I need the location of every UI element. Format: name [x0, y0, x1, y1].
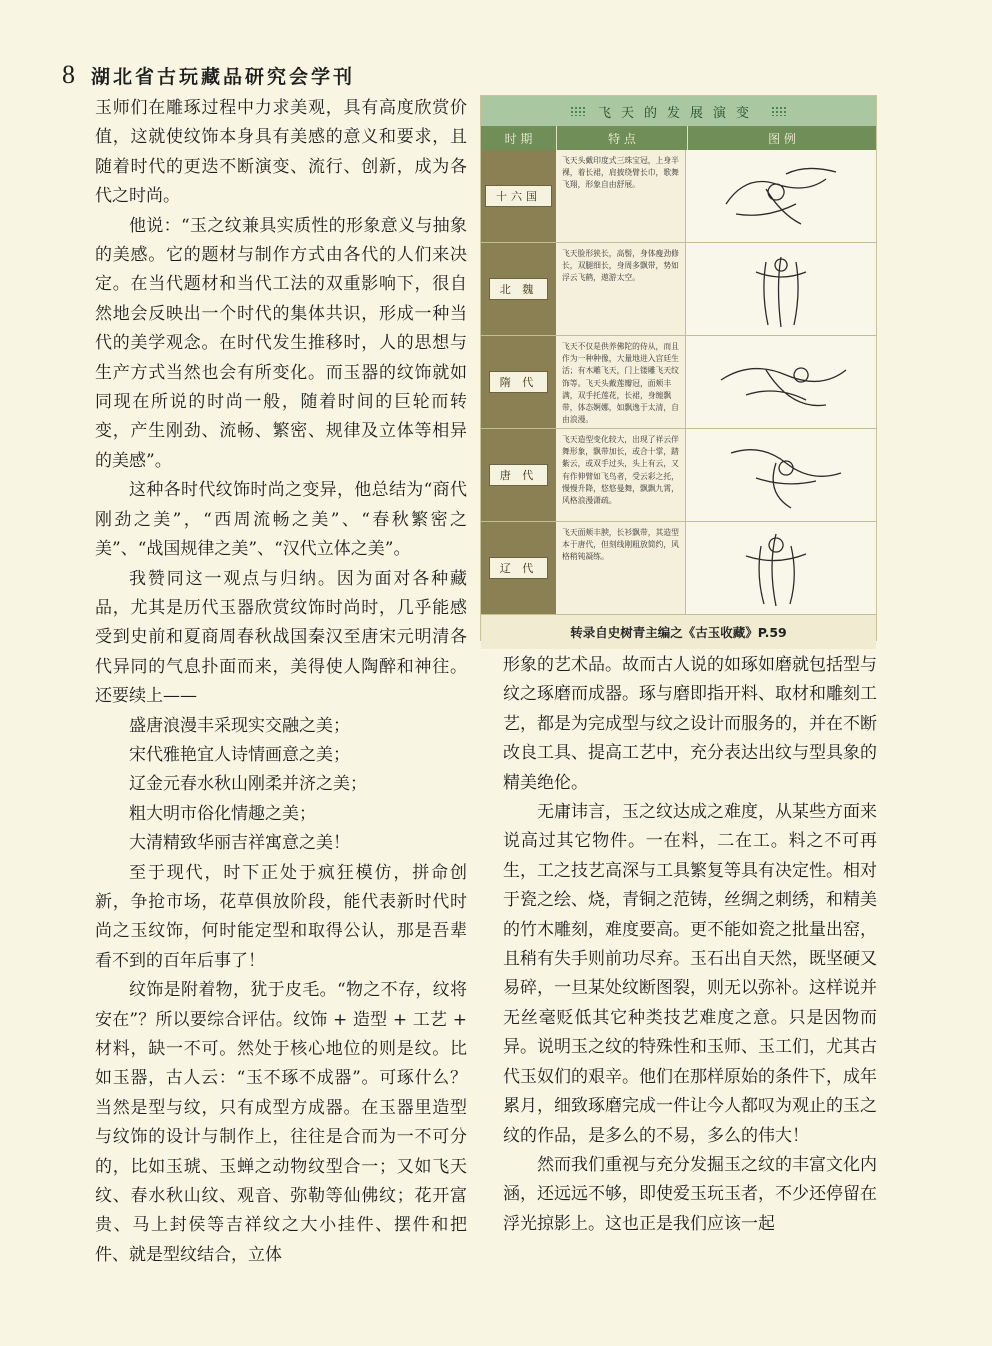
period-cell: [481, 243, 556, 335]
paragraph: 玉师们在雕琢过程中力求美观，具有高度欣赏价值，这就使纹饰本身具有美感的意义和要求，且随着时代的更迭不断演变、流行、创新，成为各代之时尚。: [95, 98, 467, 207]
verse-line: 大清精致华丽吉祥寓意之美！: [129, 833, 350, 854]
period-label: 辽 代: [489, 557, 549, 579]
apsara-line-art: [726, 168, 836, 224]
period-label: 北 魏: [489, 278, 549, 300]
features-cell: 飞天面颊丰腴，长衫飘带，其造型本于唐代，但刻线刚粗放简约，风格稍钝凝练。: [556, 522, 686, 614]
paragraph: 然而我们重视与充分发掘玉之纹的丰富文化内涵，还远远不够，即使爱玉玩玉者，不少还停留在浮光掠影上。这也正是我们应该一起: [503, 1154, 877, 1234]
apsara-line-art: [746, 534, 806, 606]
flying-apsara-drawing: [706, 247, 856, 331]
verse-line: 宋代雅艳宜人诗情画意之美；: [129, 744, 350, 765]
illustration-cell: [686, 336, 876, 428]
dot-pattern-icon: [570, 106, 586, 116]
paragraph: 无庸讳言，玉之纹达成之难度，从某些方面来说高过其它物件。一在料，二在工。料之不可再生，工之技艺高深与工具繁复等具有决定性。相对于瓷之绘、烧，青铜之范铸，丝绸之刺绣，和精美的竹木雕刻，难度要高。更不能如瓷之批量出窑，且稍有失手则前功尽弃。玉石出自天然，既坚硬又易碎，一旦某处纹断图裂，则无以弥补。这样说并无丝毫贬低其它种类技艺难度之意。只是因物而异。说明玉之纹的特殊性和玉师、玉工们，尤其古代玉奴们的艰辛。他们在那样原始的条件下，成年累月，细致琢磨完成一件让今人都叹为观止的玉之纹的作品，是多么的不易，多么的伟大！: [503, 802, 877, 1146]
flying-apsara-drawing: [706, 433, 856, 517]
table-row: [481, 336, 876, 429]
verse-line: 盛唐浪漫丰采现实交融之美；: [129, 715, 350, 736]
period-label: 唐 代: [489, 464, 549, 486]
table-row: [481, 150, 876, 243]
paragraph: 我赞同这一观点与归纳。因为面对各种藏品，尤其是历代玉器欣赏纹饰时尚时，几乎能感受到史前和夏商周春秋战国秦汉至唐宋元明清各代异同的气息扑面而来，美得使人陶醉和神往。还要续上——: [95, 568, 467, 707]
period-cell: [481, 150, 556, 242]
flying-apsara-drawing: [706, 154, 856, 238]
left-text-column: [95, 94, 467, 1270]
features-cell: 飞天头戴印度式三珠宝冠，上身半裸，着长裙，肩披绕臂长巾，歌舞飞翔，形象自由舒展。: [556, 150, 686, 242]
paragraph: 形象的艺术品。故而古人说的如琢如磨就包括型与纹之琢磨而成器。琢与磨即指开料、取材和雕刻工艺，都是为完成型与纹之设计而服务的，并在不断改良工具、提高工艺中，充分表达出纹与型具象的精美绝伦。: [503, 655, 877, 793]
period-cell: [481, 522, 556, 614]
illustration-cell: [686, 522, 876, 614]
verse-line: 辽金元春水秋山刚柔并济之美；: [129, 774, 367, 795]
illustration-cell: [686, 429, 876, 521]
paragraph: 至于现代，时下正处于疯狂模仿，拼命创新，争抢市场，花草俱放阶段，能代表新时代时尚之玉纹饰，何时能定型和取得公认，那是吾辈看不到的百年后事了！: [95, 862, 467, 971]
features-cell: 飞天不仅是供养佛陀的侍从，而且作为一种种像，大量地进入宫廷生活；有木雕飞天，门上镂雕飞天纹饰等。飞天头戴莲瓣冠，面颊丰满，双手托莲花，长裙，身缠飘带，体态婀娜，如飘逸于太清，自由浪漫。: [556, 336, 686, 428]
page-number: 8: [62, 60, 75, 89]
verse-line: 粗大明市俗化情趣之美；: [129, 803, 316, 824]
flying-apsara-drawing: [706, 340, 856, 424]
paragraph: 这种各时代纹饰时尚之变异，他总结为“商代刚劲之美”，“西周流畅之美”、“春秋繁密之美”、“战国规律之美”、“汉代立体之美”。: [95, 480, 467, 560]
flying-apsara-drawing: [706, 526, 856, 610]
figure-title-bar: [481, 96, 876, 126]
journal-title: 湖北省古玩藏品研究会学刊: [91, 66, 356, 88]
table-row: [481, 522, 876, 615]
apsara-line-art: [731, 450, 841, 508]
illustration-cell: [686, 243, 876, 335]
period-label: 隋 代: [489, 371, 549, 393]
features-cell: 飞天造型变化较大，出现了祥云伴舞形象，飘带加长，或合十掌，踏紫云，或双手过头，头上有云，又有作伸臂如飞鸟者，受云彩之托，慢慢升降，悠悠曼舞，飘飘九霄，风格浪漫潇疏。: [556, 429, 686, 521]
table-row: [481, 429, 876, 522]
paragraph: 纹饰是附着物，犹于皮毛。“物之不存，纹将安在”？所以要综合评估。纹饰 + 造型 + 工艺 + 材料，缺一不可。然处于核心地位的则是纹。比如玉器，古人云：“玉不琢不成器”。可琢什么？当然是型与纹，只有成型方成器。在玉器里造型与纹饰的设计与制作上，往往是合而为一不可分的，比如玉琥、玉蝉之动物纹型合一；又如飞天纹、春水秋山纹、观音、弥勒等仙佛纹；花开富贵、马上封侯等吉祥纹之大小挂件、摆件和把件、就是型纹结合，立体: [95, 980, 467, 1265]
table-header: [481, 126, 876, 150]
header-illustration: 图 例: [768, 131, 796, 146]
header-features: 特 点: [557, 126, 688, 150]
features-cell: 飞天脸形狭长，高髻，身体瘦劲修长，双腿细长，身周多飘带，势如浮云飞鹤，遨游太空。: [556, 243, 686, 335]
flying-apsaras-table-figure: [480, 95, 877, 641]
table-body: [481, 150, 876, 615]
illustration-cell: [686, 150, 876, 242]
apsara-line-art: [721, 368, 846, 406]
figure-title: 飞天的发展演变: [597, 105, 759, 121]
period-label: 十六国: [485, 185, 552, 207]
right-text-column: [503, 651, 877, 1239]
figure-caption: 转录自史树青主编之《古玉收藏》P.59: [481, 615, 876, 649]
page-header: [62, 60, 355, 90]
apsara-line-art: [756, 257, 806, 327]
period-cell: [481, 429, 556, 521]
header-period: 时 期: [481, 126, 557, 150]
period-cell: [481, 336, 556, 428]
table-row: [481, 243, 876, 336]
dot-pattern-icon: [771, 106, 787, 116]
paragraph: 他说：“玉之纹兼具实质性的形象意义与抽象的美感。它的题材与制作方式由各代的人们来决定。在当代题材和当代工法的双重影响下，很自然地会反映出一个时代的集体共识，形成一种当代的美学观念。在时代发生推移时，人的思想与生产方式当然也会有所变化。而玉器的纹饰就如同现在所说的时尚一般，随着时间的巨轮而转变，产生刚劲、流畅、繁密、规律及立体等相异的美感”。: [95, 215, 467, 471]
